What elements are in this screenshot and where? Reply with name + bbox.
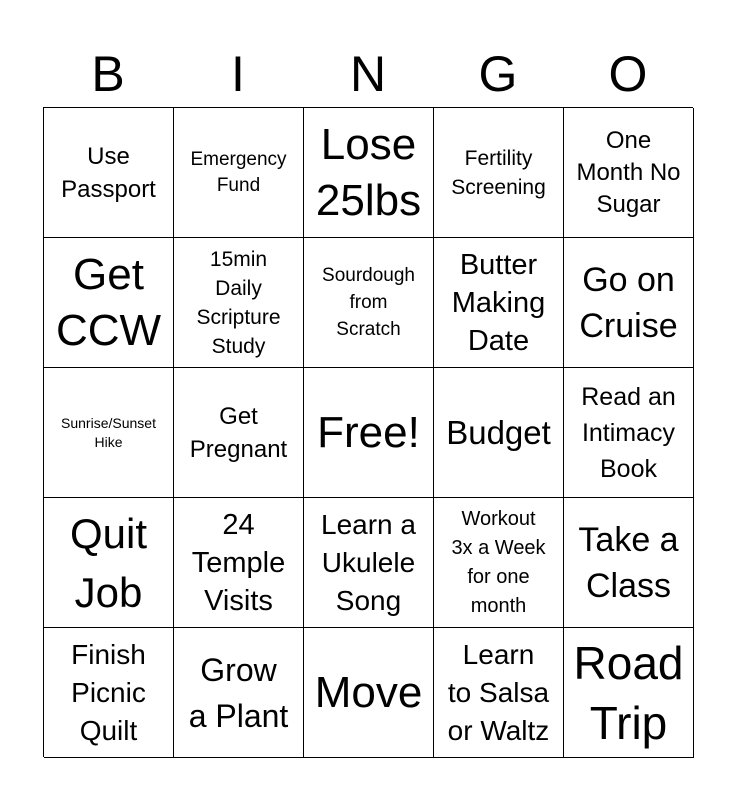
cell-text: 24 Temple Visits xyxy=(191,508,286,617)
cell-text: Budget xyxy=(446,414,551,451)
cell-text: Go on Cruise xyxy=(579,260,678,345)
bingo-cell[interactable] xyxy=(564,238,694,368)
cell-text: Learn a Ukulele Song xyxy=(321,508,416,616)
cell-text: Emergency Fund xyxy=(190,148,287,196)
cell-text: Use Passport xyxy=(61,142,156,203)
cell-text: Read an Intimacy Book xyxy=(581,382,676,483)
cell-text: Lose 25lbs xyxy=(315,119,422,225)
bingo-cell[interactable] xyxy=(564,628,694,758)
header-letter-o: O xyxy=(608,46,648,102)
cell-text: Quit Job xyxy=(69,509,148,616)
header-letter-n: N xyxy=(349,46,387,102)
bingo-cell[interactable] xyxy=(564,368,694,498)
cell-text: 15min Daily Scripture Study xyxy=(196,247,281,358)
cell-text: Road Trip xyxy=(573,636,684,749)
cell-text: Sourdough from Scratch xyxy=(322,265,415,340)
cell-text: One Month No Sugar xyxy=(576,126,681,218)
bingo-cell[interactable] xyxy=(304,628,434,758)
bingo-cell[interactable] xyxy=(304,498,434,628)
cell-text: Learn to Salsa or Waltz xyxy=(447,638,550,746)
bingo-cell[interactable] xyxy=(564,108,694,238)
cell-text: Workout 3x a Week for one month xyxy=(451,507,546,617)
cell-text: Get Pregnant xyxy=(189,402,288,463)
bingo-cell[interactable] xyxy=(174,108,304,238)
cell-text: Butter Making Date xyxy=(451,248,546,357)
bingo-cell[interactable] xyxy=(44,368,174,498)
cell-text: Take a Class xyxy=(578,520,679,605)
cell-text: Finish Picnic Quilt xyxy=(71,638,146,746)
header-letter-i: I xyxy=(231,46,245,102)
bingo-cell[interactable] xyxy=(434,238,564,368)
bingo-cell[interactable] xyxy=(434,368,564,498)
bingo-cell[interactable] xyxy=(304,368,434,498)
bingo-cell[interactable] xyxy=(44,108,174,238)
bingo-cell[interactable] xyxy=(304,238,434,368)
cell-text: Fertility Screening xyxy=(451,146,546,199)
bingo-cell[interactable] xyxy=(44,628,174,758)
cell-text: Get CCW xyxy=(55,249,162,355)
bingo-cell[interactable] xyxy=(434,108,564,238)
bingo-grid xyxy=(43,107,693,757)
header-letter-g: G xyxy=(478,46,518,102)
bingo-cell[interactable] xyxy=(304,108,434,238)
cell-text: Sunrise/Sunset Hike xyxy=(61,414,156,450)
bingo-cell[interactable] xyxy=(44,498,174,628)
bingo-header xyxy=(43,44,693,104)
bingo-cell[interactable] xyxy=(44,238,174,368)
bingo-cell[interactable] xyxy=(434,628,564,758)
bingo-cell[interactable] xyxy=(564,498,694,628)
bingo-cell[interactable] xyxy=(174,368,304,498)
cell-text: Move xyxy=(314,667,423,717)
bingo-cell[interactable] xyxy=(174,498,304,628)
header-letter-b: B xyxy=(91,46,125,102)
cell-text: Grow a Plant xyxy=(188,651,289,734)
bingo-cell[interactable] xyxy=(174,628,304,758)
cell-text: Free! xyxy=(317,407,420,457)
bingo-cell[interactable] xyxy=(434,498,564,628)
bingo-cell[interactable] xyxy=(174,238,304,368)
